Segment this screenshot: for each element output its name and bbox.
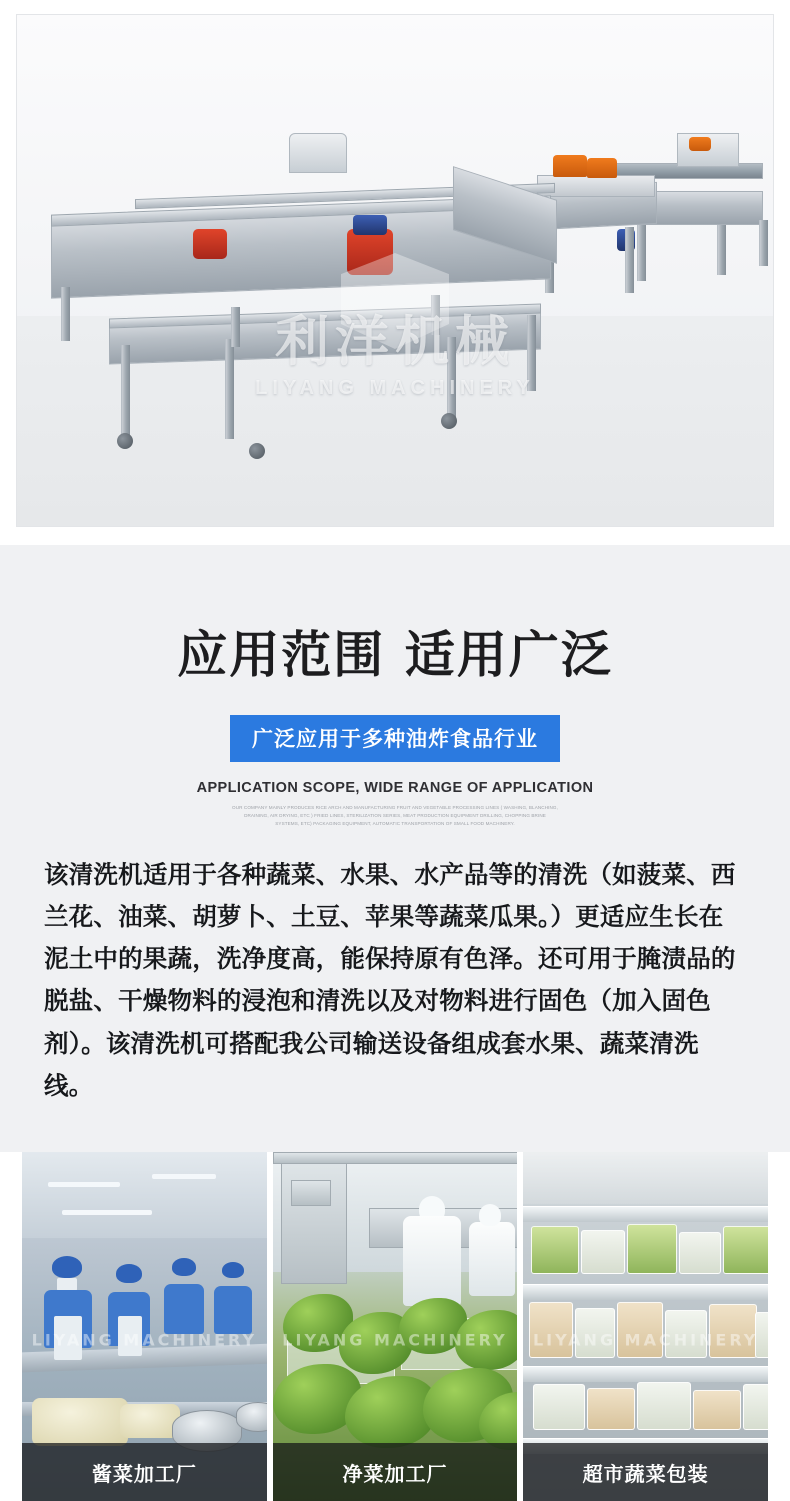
support-leg bbox=[759, 220, 768, 266]
support-leg bbox=[447, 337, 456, 419]
card-caption: 酱菜加工厂 bbox=[22, 1443, 267, 1501]
worker-hood-second bbox=[479, 1204, 501, 1226]
card-caption: 超市蔬菜包装 bbox=[523, 1443, 768, 1501]
watermark-en-text: LIYANG MACHINERY bbox=[255, 377, 535, 399]
section-subtitle-english: APPLICATION SCOPE, WIDE RANGE OF APPLICATION bbox=[196, 780, 594, 796]
support-leg bbox=[717, 225, 726, 275]
ceiling bbox=[22, 1152, 267, 1238]
vegetable-pile bbox=[120, 1404, 180, 1438]
list-item bbox=[273, 1152, 518, 1501]
worker-cap bbox=[52, 1256, 82, 1278]
section-title: 应用范围 适用广泛 bbox=[177, 626, 613, 684]
caster-wheel bbox=[117, 433, 133, 449]
hero-section bbox=[0, 0, 790, 545]
worker-protective-suit-second bbox=[469, 1222, 515, 1296]
vegetable-package bbox=[587, 1388, 635, 1430]
worker-apron bbox=[54, 1316, 82, 1360]
caster-wheel bbox=[441, 413, 457, 429]
shelf-board bbox=[523, 1206, 768, 1222]
vegetable-package bbox=[617, 1302, 663, 1358]
description-paragraph: 该清洗机适用于各种蔬菜、水果、水产品等的清洗（如菠菜、西兰花、油菜、胡萝卜、土豆、苹果等蔬菜瓜果。）更适应生长在泥土中的果蔬，洗净度高，能保持原有色泽。还可用于腌渍品的脱盐、干燥物料的浸泡和清洗以及对物料进行固色（加入固色剂）。该清洗机可搭配我公司输送设备组成套水果、蔬菜清洗线。 bbox=[44, 860, 736, 1100]
caster-wheel bbox=[249, 443, 265, 459]
section-subtitle-band: 广泛应用于多种油炸食品行业 bbox=[230, 715, 560, 762]
vegetable-package bbox=[627, 1224, 677, 1274]
card-watermark: LIYANG MACHINERY bbox=[282, 1330, 508, 1350]
worker bbox=[214, 1262, 258, 1350]
list-item bbox=[523, 1152, 768, 1501]
worker-cap bbox=[172, 1258, 196, 1276]
application-photo-cards bbox=[0, 1152, 790, 1501]
vegetable-package bbox=[679, 1232, 721, 1274]
shelf-board bbox=[523, 1366, 768, 1382]
ceiling-lamp bbox=[152, 1174, 216, 1179]
shelf-board bbox=[523, 1284, 768, 1300]
worker bbox=[40, 1256, 98, 1366]
worker-cap bbox=[222, 1262, 244, 1278]
card-watermark: LIYANG MACHINERY bbox=[31, 1330, 258, 1350]
worker bbox=[164, 1258, 210, 1350]
support-leg bbox=[527, 315, 536, 391]
vegetable-package bbox=[531, 1226, 579, 1274]
support-leg bbox=[231, 307, 240, 347]
list-item bbox=[22, 1152, 267, 1501]
vegetable-package bbox=[529, 1302, 573, 1358]
worker-uniform bbox=[214, 1286, 252, 1334]
drum-orange-2 bbox=[587, 158, 617, 178]
vegetable-package bbox=[637, 1382, 691, 1430]
overhead-frame bbox=[273, 1152, 518, 1164]
support-leg bbox=[61, 287, 70, 341]
motor-orange-right bbox=[689, 137, 711, 151]
watermark-cn-text: 利洋机械 bbox=[275, 310, 515, 373]
worker-cap bbox=[116, 1264, 142, 1283]
drum-orange-1 bbox=[553, 155, 587, 177]
vegetable-package bbox=[581, 1230, 625, 1274]
vegetable-package bbox=[665, 1310, 707, 1358]
company-fine-print: OUR COMPANY MAINLY PRODUCES RICE ARCH AND MANUFACTURING FRUIT AND VEGETABLE PROCESSING LINES ( WASHING, BLANCHING, DRAINING, AIR DRYING, ETC ) FRIED LINES, STERILIZATION SERIES, MEAT PRODUCTION EQUIPMENT DRILLING, CHOPPING BRINE SYSTEMS, ETC) PACKAGING EQUIPMENT, AUTOMATIC TRANSPORTATION OF SMALL FOOD MACHINERY. bbox=[232, 805, 558, 827]
vegetable-package bbox=[575, 1308, 615, 1358]
support-leg bbox=[225, 339, 234, 439]
ceiling-lamp bbox=[62, 1210, 152, 1215]
card-caption: 净菜加工厂 bbox=[273, 1443, 518, 1501]
vegetable-package bbox=[743, 1384, 768, 1430]
application-scope-section bbox=[0, 545, 790, 1152]
worker-apron bbox=[118, 1316, 142, 1356]
worker bbox=[106, 1264, 156, 1364]
vegetable-package bbox=[723, 1226, 768, 1274]
control-panel bbox=[291, 1180, 331, 1206]
display-case-glass bbox=[523, 1152, 768, 1204]
steel-bowl bbox=[236, 1402, 267, 1432]
card-watermark: LIYANG MACHINERY bbox=[532, 1330, 759, 1350]
worker-uniform bbox=[164, 1284, 204, 1334]
vegetable-package bbox=[533, 1384, 585, 1430]
vegetable-package bbox=[693, 1390, 741, 1430]
vegetable-package bbox=[755, 1312, 768, 1358]
motor-red-secondary bbox=[193, 229, 227, 259]
support-leg bbox=[637, 225, 646, 281]
vegetable-pile bbox=[32, 1398, 128, 1446]
support-leg bbox=[625, 227, 634, 293]
product-photo bbox=[16, 14, 774, 527]
ceiling-lamp bbox=[48, 1182, 120, 1187]
motor-blue-main bbox=[353, 215, 387, 235]
support-leg bbox=[121, 345, 130, 441]
worker-protective-suit bbox=[403, 1216, 461, 1306]
vegetable-package bbox=[709, 1304, 757, 1358]
machine-hood-main bbox=[289, 133, 347, 173]
